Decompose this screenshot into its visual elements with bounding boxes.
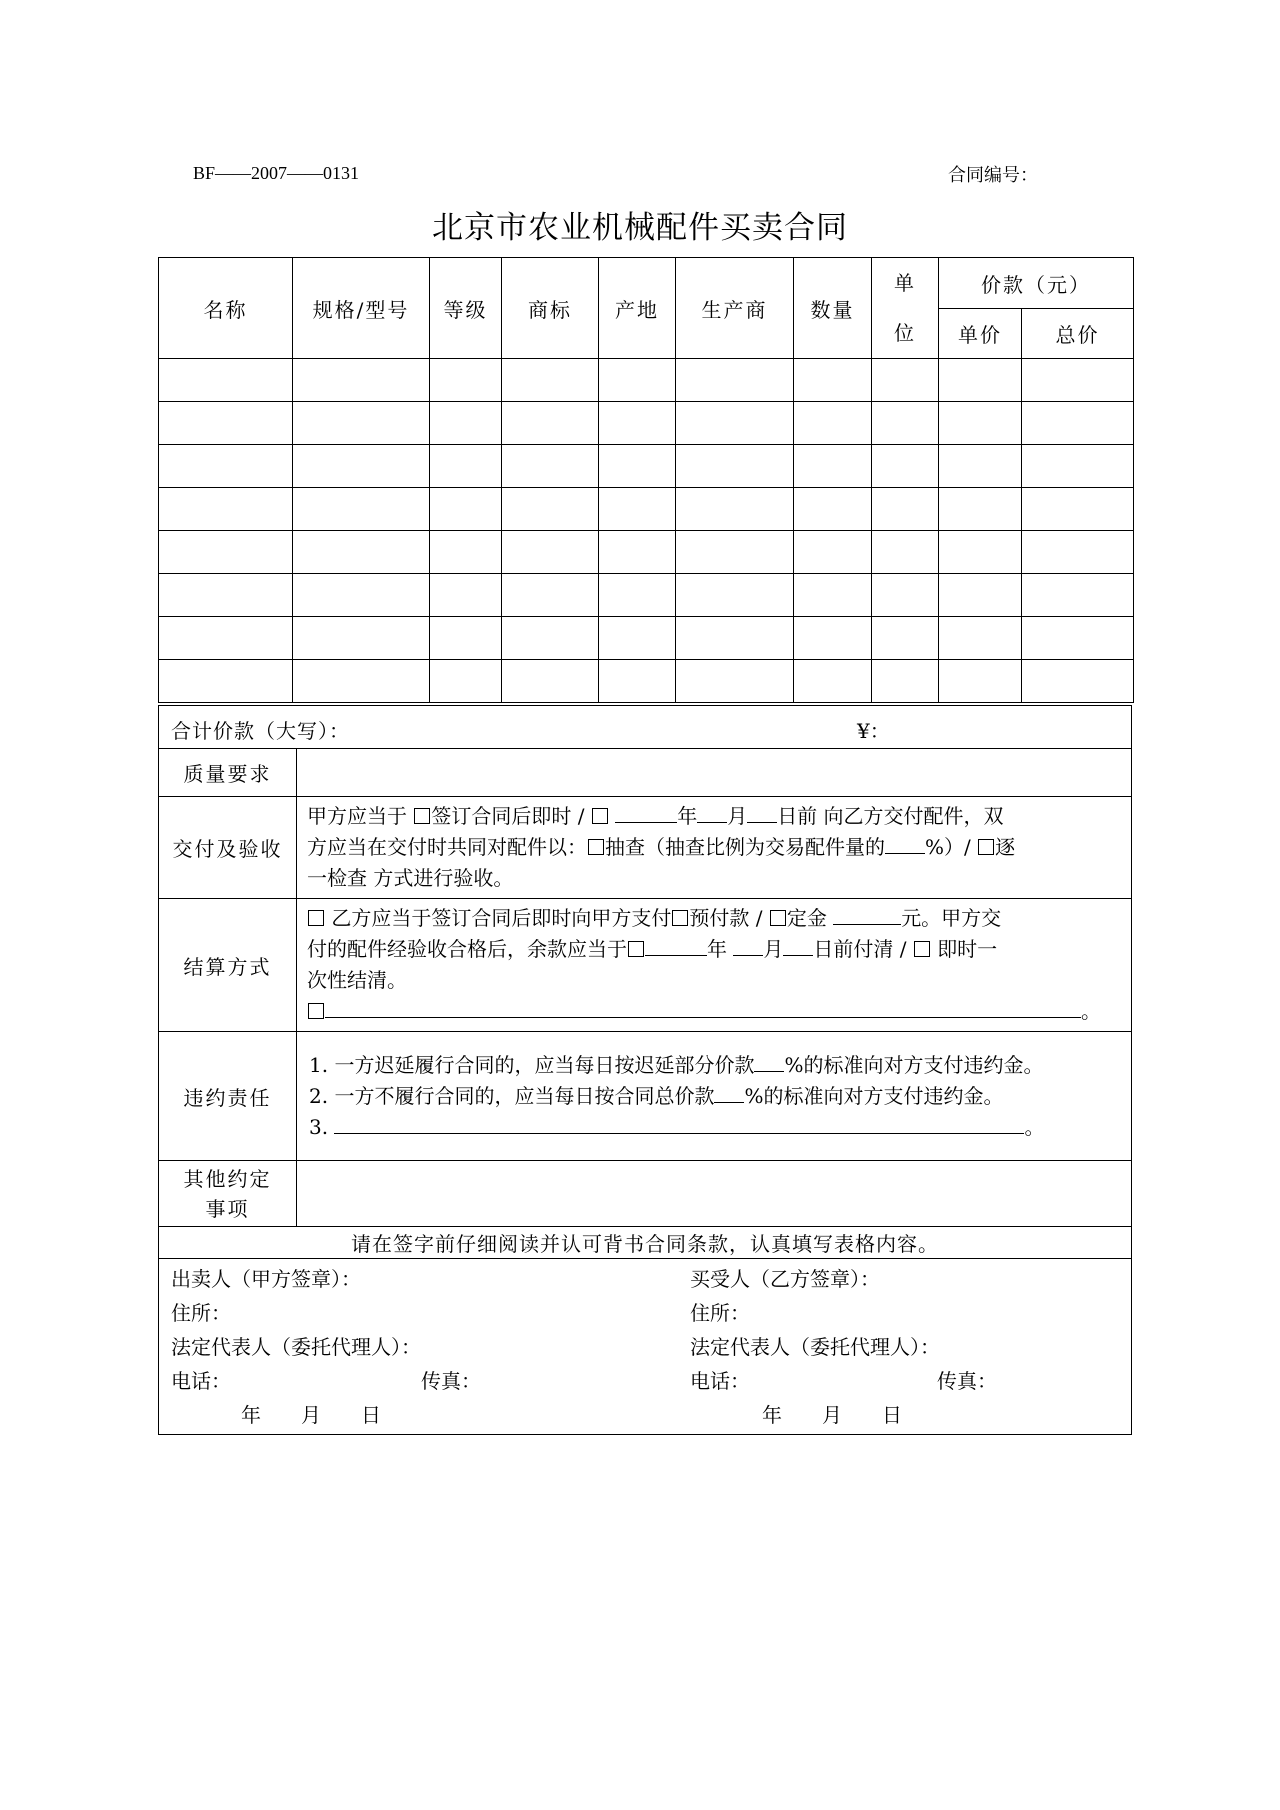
checkbox-other-settlement[interactable] [308,1003,324,1019]
table-row [159,359,1134,402]
col-header-origin: 产地 [599,258,676,359]
checkbox-full-inspection[interactable] [978,839,994,855]
col-header-unit-price: 单价 [939,309,1022,359]
liability-text: %的标准向对方支付违约金。 [744,1083,1004,1108]
buyer-date[interactable]: 年 月 日 [762,1403,902,1427]
buyer-fax[interactable]: 传真： [937,1369,997,1393]
col-header-qty: 数量 [794,258,872,359]
liability-text: 。 [1024,1114,1045,1139]
document-code: BF——2007——0131 [193,163,360,183]
table-row [159,488,1134,531]
col-header-total-price: 总价 [1022,309,1134,359]
col-header-grade: 等级 [430,258,502,359]
other-terms-field[interactable] [297,1161,1132,1227]
delivery-terms [297,797,1132,899]
checkbox-delivery-date[interactable] [592,808,608,824]
delivery-text: 方应当在交付时共同对配件以： [307,835,587,859]
col-header-spec: 规格/型号 [293,258,430,359]
settlement-text: 乙方应当于签订合同后即时向甲方支付 [331,906,672,930]
blank-month[interactable] [733,935,763,956]
settlement-terms [297,899,1132,1032]
quality-label: 质量要求 [159,749,297,797]
checkbox-pay-by-date[interactable] [628,941,644,957]
settlement-text: 次性结清。 [307,968,407,992]
signing-notice: 请在签字前仔细阅读并认可背书合同条款，认真填写表格内容。 [159,1227,1132,1259]
seller-address[interactable]: 住所： [171,1301,231,1325]
col-header-name: 名称 [159,258,293,359]
table-row [159,445,1134,488]
col-header-price: 价款（元） [939,258,1134,309]
checkbox-sign-immediate[interactable] [414,808,430,824]
table-row [159,402,1134,445]
buyer-title: 买受人（乙方签章）： [690,1267,880,1291]
liability-text: 3. [309,1114,329,1139]
seller-phone[interactable]: 电话： [171,1369,231,1393]
delivery-text: 月 [727,804,748,828]
col-header-maker: 生产商 [676,258,794,359]
delivery-label: 交付及验收 [159,797,297,899]
checkbox-prepayment[interactable] [672,910,688,926]
blank-day[interactable] [783,935,813,956]
blank-other-liability[interactable] [334,1113,1024,1134]
liability-text: 2. 一方不履行合同的，应当每日按合同总价款 [309,1083,715,1108]
items-table [158,257,1134,703]
other-terms-label-2: 事项 [205,1196,250,1221]
checkbox-sampling[interactable] [588,839,604,855]
blank-delay-rate[interactable] [754,1051,784,1072]
settlement-text: 日前付清 / [813,937,907,961]
seller-date[interactable]: 年 月 日 [241,1403,381,1427]
liability-terms [297,1032,1132,1161]
buyer-phone[interactable]: 电话： [690,1369,750,1393]
blank-year[interactable] [615,802,677,823]
signature-block [159,1259,1132,1435]
liability-text: %的标准向对方支付违约金。 [784,1052,1044,1077]
table-row [159,531,1134,574]
table-row [159,574,1134,617]
blank-sampling-ratio[interactable] [885,833,925,854]
buyer-rep[interactable]: 法定代表人（委托代理人）： [690,1335,940,1359]
settlement-text: 即时一 [937,937,998,961]
settlement-text: 月 [763,937,784,961]
blank-day[interactable] [747,802,777,823]
delivery-text: %）/ [925,835,971,859]
settlement-text: 付的配件经验收合格后，余款应当于 [307,937,627,961]
col-header-unit [872,258,939,359]
unit-top: 单 [894,271,916,295]
delivery-text: 签订合同后即时 / [431,804,585,828]
seller-fax[interactable]: 传真： [421,1369,481,1393]
delivery-text: 抽查（抽查比例为交易配件量的 [605,835,885,859]
delivery-text: 逐 [995,835,1016,859]
terms-table [158,705,1132,1435]
settlement-text: 定金 [786,906,827,930]
checkbox-buyer-pays[interactable] [308,910,324,926]
table-row [159,660,1134,703]
delivery-text: 甲方应当于 [307,804,407,828]
seller-title: 出卖人（甲方签章）： [171,1267,361,1291]
table-row [159,617,1134,660]
other-terms-label-1: 其他约定 [183,1166,272,1191]
delivery-text: 日前 向乙方交付配件，双 [777,804,1004,828]
liability-text: 1. 一方迟延履行合同的，应当每日按迟延部分价款 [309,1052,755,1077]
checkbox-deposit[interactable] [770,910,786,926]
seller-rep[interactable]: 法定代表人（委托代理人）： [171,1335,421,1359]
settlement-text: 。 [1081,999,1101,1023]
settlement-label: 结算方式 [159,899,297,1032]
contract-number-label: 合同编号： [948,165,1038,186]
quality-field[interactable] [297,749,1132,797]
settlement-text: 年 [707,937,727,961]
blank-other-settlement[interactable] [325,997,1081,1018]
delivery-text: 年 [677,804,698,828]
settlement-text: 预付款 / [689,906,763,930]
unit-bottom: 位 [894,321,916,345]
page-title: 北京市农业机械配件买卖合同 [432,210,848,246]
blank-deposit-amount[interactable] [833,904,901,925]
total-price-row[interactable] [159,706,1132,749]
blank-month[interactable] [697,802,727,823]
delivery-text: 一检查 方式进行验收。 [307,866,514,890]
blank-breach-rate[interactable] [714,1082,744,1103]
settlement-text: 元。甲方交 [901,906,1002,930]
buyer-address[interactable]: 住所： [690,1301,750,1325]
total-price-label: 合计价款（大写）： [171,719,350,743]
blank-year[interactable] [645,935,707,956]
other-terms-label [159,1161,297,1227]
checkbox-pay-once[interactable] [914,941,930,957]
total-price-yen: ¥： [857,719,890,743]
col-header-brand: 商标 [502,258,599,359]
liability-label: 违约责任 [159,1032,297,1161]
